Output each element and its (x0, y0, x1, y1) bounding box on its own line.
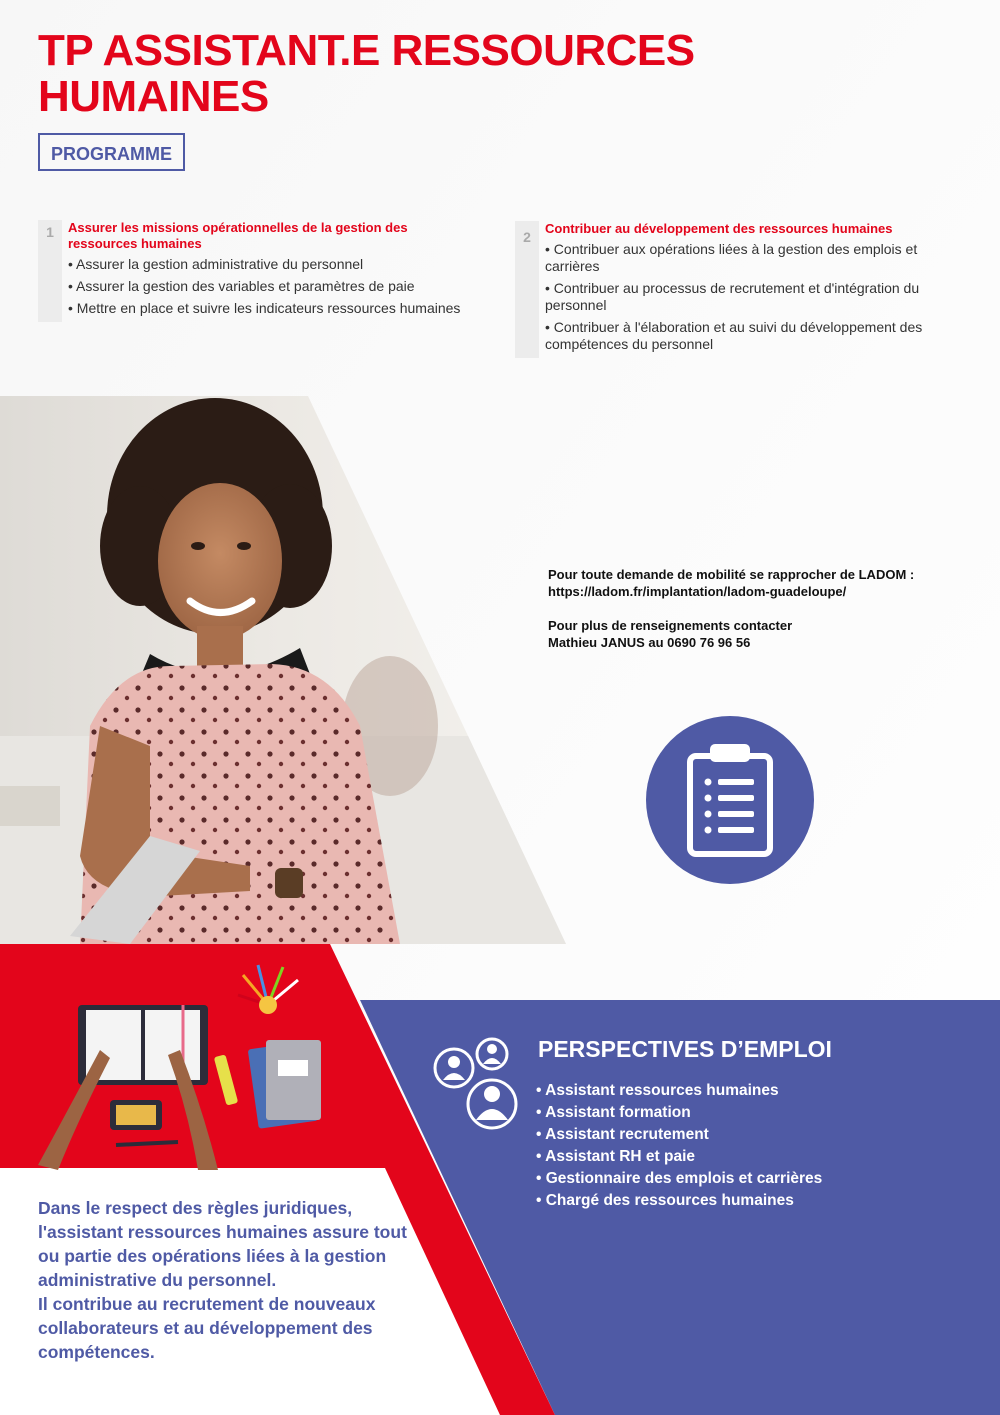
title-line-1: TP ASSISTANT.E RESSOURCES (38, 26, 695, 75)
programme-badge: PROGRAMME (38, 133, 185, 171)
list-item: • Assistant ressources humaines (536, 1082, 779, 1099)
clipboard-icon (646, 716, 814, 884)
module-2 (515, 221, 955, 358)
description-text (38, 1196, 418, 1364)
mobility-text: Pour toute demande de mobilité se rapprocher de LADOM : (548, 567, 915, 582)
list-item: • Gestionnaire des emplois et carrières (536, 1170, 823, 1187)
list-item: • Contribuer à l'élaboration et au suivi du développement des compétences du personnel (545, 319, 923, 352)
list-item: • Assurer la gestion administrative du personnel (68, 256, 364, 272)
module-2-number: 2 (515, 221, 539, 358)
contact-person: Mathieu JANUS au 0690 76 96 56 (548, 635, 751, 650)
list-item: • Assurer la gestion des variables et paramètres de paie (68, 278, 415, 294)
ladom-link[interactable]: https://ladom.fr/implantation/ladom-guadeloupe/ (548, 584, 847, 599)
module-2-list (545, 241, 955, 353)
perspectives-title: PERSPECTIVES D’EMPLOI (538, 1036, 832, 1062)
desk-illustration (38, 960, 358, 1175)
module-1 (38, 220, 478, 322)
title-line-2: HUMAINES (38, 72, 269, 121)
list-item: • Contribuer aux opérations liées à la gestion des emplois et carrières (545, 241, 918, 274)
module-2-title: Contribuer au développement des ressources humaines (545, 221, 893, 236)
list-item: • Mettre en place et suivre les indicateurs ressources humaines (68, 300, 461, 316)
list-item: • Assistant formation (536, 1104, 691, 1121)
contact-info (548, 566, 988, 668)
clipboard-badge (646, 716, 814, 884)
module-1-number: 1 (38, 220, 62, 322)
perspectives-list (536, 1080, 822, 1212)
list-item: • Chargé des ressources humaines (536, 1192, 794, 1209)
module-1-list (68, 256, 478, 317)
woman-photo (0, 396, 566, 944)
page-title (38, 28, 938, 120)
description-paragraph-1: Dans le respect des règles juridiques, l'assistant ressources humaines assure tout ou partie des opérations liées à la gestion administrative du personnel. (38, 1198, 407, 1290)
list-item: • Contribuer au processus de recrutement et d'intégration du personnel (545, 280, 920, 313)
info-text: Pour plus de renseignements contacter (548, 618, 793, 633)
list-item: • Assistant recrutement (536, 1126, 709, 1143)
description-paragraph-2: Il contribue au recrutement de nouveaux collaborateurs et au développement des compétences. (38, 1294, 376, 1362)
people-network-icon (430, 1036, 526, 1132)
list-item: • Assistant RH et paie (536, 1148, 696, 1165)
module-1-title: Assurer les missions opérationnelles de la gestion des ressources humaines (68, 220, 408, 251)
